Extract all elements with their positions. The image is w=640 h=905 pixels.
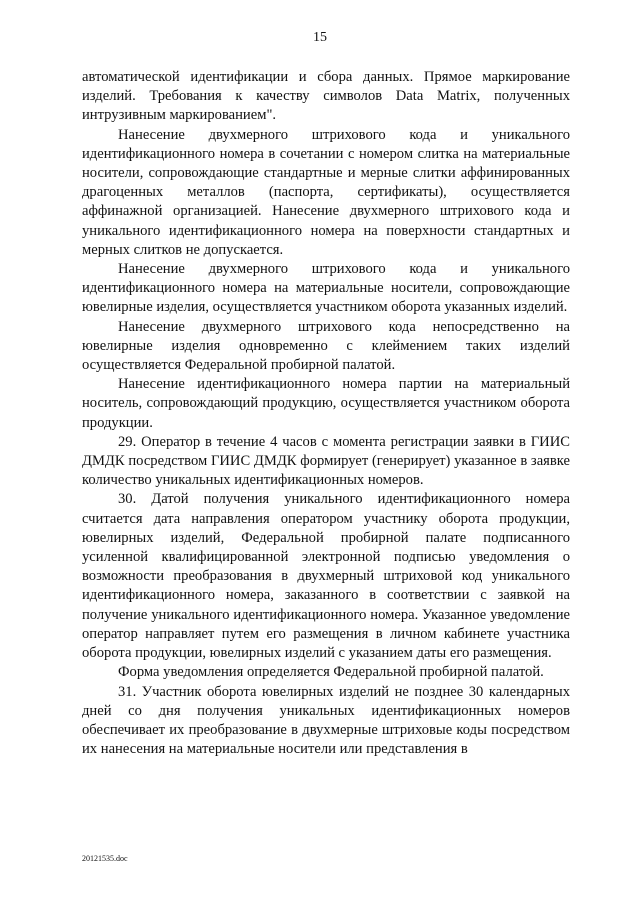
paragraph-item-29: 29. Оператор в течение 4 часов с момента регистрации заявки в ГИИС ДМДК посредством ГИИС ДМДК формирует (генерирует) указанное в заявке количество уникальных идентификационных номеров. [82, 433, 570, 489]
paragraph-notification-form: Форма уведомления определяется Федеральной пробирной палатой. [118, 664, 544, 681]
paragraph-barcode-jewelry-direct: Нанесение двухмерного штрихового кода непосредственно на ювелирные изделия одновременно с клеймением таких изделий осуществляется Федеральной пробирной палатой. [82, 318, 570, 374]
paragraph-item-31: 31. Участник оборота ювелирных изделий не позднее 30 календарных дней со дня получения уникальных идентификационных номеров обеспечивает их преобразование в двухмерные штриховые коды посредством их нанесения на материальные носители или представления в [82, 683, 570, 758]
paragraph-continuation: автоматической идентификации и сбора данных. Прямое маркирование изделий. Требования к качеству символов Data Matrix, полученных интрузивным маркированием". [82, 69, 570, 124]
paragraph-barcode-jewelry-carriers: Нанесение двухмерного штрихового кода и уникального идентификационного номера на материальные носители, сопровождающие ювелирные изделия, осуществляется участником оборота указанных изделий. [82, 261, 570, 316]
footer-filename: 20121535.doc [82, 854, 128, 863]
paragraph-item-30: 30. Датой получения уникального идентификационного номера считается дата направления оператором участнику оборота продукции, ювелирных изделий, Федеральной пробирной палате подписанного усиленной квалифицированной электронной подписью уведомления о возможности преобразования в двухмерный штриховой код уникального идентификационного номера, заказанного в соответствии с заявкой на получение уникального идентификационного номера. Указанное уведомление оператор направляет путем его размещения в личном кабинете участника оборота продукции, ювелирных изделий с указанием даты его размещения. [82, 491, 570, 662]
document-body [82, 68, 570, 759]
page-number: 15 [313, 30, 327, 45]
paragraph-batch-number: Нанесение идентификационного номера партии на материальный носитель, сопровождающий продукцию, осуществляется участником оборота продукции. [82, 376, 570, 431]
paragraph-barcode-ingots: Нанесение двухмерного штрихового кода и уникального идентификационного номера в сочетании с номером слитка на материальные носители, сопровождающие стандартные и мерные слитки аффинированных драгоценных металлов (паспорта, сертификаты), осуществляется аффинажной организацией. Нанесение двухмерного штрихового кода и уникального идентификационного номера на поверхности стандартных и мерных слитков не допускается. [82, 126, 570, 258]
